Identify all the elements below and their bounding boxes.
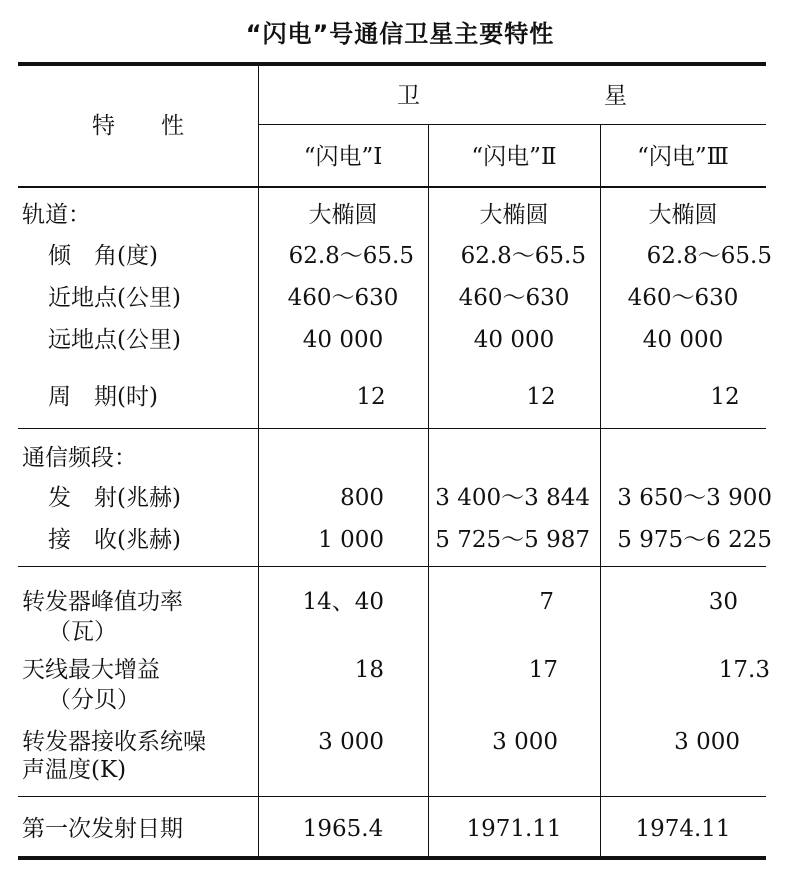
period-label: 周 期(时) bbox=[48, 384, 158, 410]
header-satellite-group: 卫 星 bbox=[397, 83, 627, 109]
peak-power-unit: （瓦） bbox=[48, 619, 117, 645]
header-characteristic: 特 性 bbox=[92, 113, 184, 139]
peak-power-label: 转发器峰值功率 bbox=[22, 589, 183, 615]
transmit-col-3: 3 650～3 900 bbox=[617, 485, 772, 511]
apogee-col-1: 40 000 bbox=[302, 327, 384, 353]
perigee-col-2: 460～630 bbox=[458, 285, 570, 311]
orbit-shape-col-1: 大椭圆 bbox=[308, 202, 378, 228]
inclination-col-3: 62.8～65.5 bbox=[646, 243, 772, 269]
antenna-gain-col-2: 17 bbox=[528, 657, 558, 683]
peak-power-col-3: 30 bbox=[708, 589, 738, 615]
bottom-rule bbox=[18, 856, 766, 860]
table-title: “闪电”号通信卫星主要特性 bbox=[245, 20, 555, 48]
receive-col-2: 5 725～5 987 bbox=[435, 527, 590, 553]
header-col-2: “闪电”Ⅱ bbox=[471, 144, 557, 170]
antenna-gain-col-3: 17.3 bbox=[718, 657, 770, 683]
period-col-3: 12 bbox=[710, 384, 740, 410]
transmit-col-2: 3 400～3 844 bbox=[435, 485, 590, 511]
noise-temp-label-2: 声温度(K) bbox=[22, 757, 127, 783]
receive-col-1: 1 000 bbox=[318, 527, 384, 553]
perigee-col-3: 460～630 bbox=[627, 285, 739, 311]
group-orbit-label: 轨道： bbox=[22, 202, 91, 228]
apogee-col-2: 40 000 bbox=[473, 327, 555, 353]
top-rule bbox=[18, 62, 766, 66]
header-mid-rule bbox=[258, 124, 766, 125]
first-launch-col-2: 1971.11 bbox=[466, 816, 562, 842]
transmit-label: 发 射(兆赫) bbox=[48, 485, 181, 511]
antenna-gain-col-1: 18 bbox=[354, 657, 384, 683]
transmit-col-1: 800 bbox=[340, 485, 384, 511]
period-col-1: 12 bbox=[356, 384, 386, 410]
noise-temp-col-2: 3 000 bbox=[492, 729, 558, 755]
perigee-label: 近地点(公里) bbox=[48, 285, 181, 311]
apogee-col-3: 40 000 bbox=[642, 327, 724, 353]
orbit-shape-col-3: 大椭圆 bbox=[648, 202, 718, 228]
peak-power-col-1: 14、40 bbox=[302, 589, 384, 615]
period-col-2: 12 bbox=[526, 384, 556, 410]
group-band-label: 通信频段： bbox=[22, 445, 137, 471]
apogee-label: 远地点(公里) bbox=[48, 327, 181, 353]
inclination-label: 倾 角(度) bbox=[48, 243, 158, 269]
peak-power-col-2: 7 bbox=[539, 589, 554, 615]
first-launch-col-1: 1965.4 bbox=[302, 816, 384, 842]
noise-temp-col-1: 3 000 bbox=[318, 729, 384, 755]
first-launch-label: 第一次发射日期 bbox=[22, 816, 183, 842]
noise-temp-col-3: 3 000 bbox=[674, 729, 740, 755]
perigee-col-1: 460～630 bbox=[287, 285, 399, 311]
params-bottom-rule bbox=[18, 796, 766, 797]
noise-temp-label: 转发器接收系统噪 bbox=[22, 729, 206, 755]
first-launch-col-3: 1974.11 bbox=[635, 816, 731, 842]
orbit-bottom-rule bbox=[18, 428, 766, 429]
inclination-col-2: 62.8～65.5 bbox=[460, 243, 586, 269]
header-col-3: “闪电”Ⅲ bbox=[637, 144, 729, 170]
header-col-1: “闪电”Ⅰ bbox=[303, 144, 383, 170]
band-bottom-rule bbox=[18, 566, 766, 567]
antenna-gain-unit: （分贝） bbox=[48, 687, 140, 713]
header-bottom-rule bbox=[18, 186, 766, 188]
orbit-shape-col-2: 大椭圆 bbox=[479, 202, 549, 228]
inclination-col-1: 62.8～65.5 bbox=[288, 243, 414, 269]
antenna-gain-label: 天线最大增益 bbox=[22, 657, 160, 683]
receive-col-3: 5 975～6 225 bbox=[617, 527, 772, 553]
receive-label: 接 收(兆赫) bbox=[48, 527, 181, 553]
